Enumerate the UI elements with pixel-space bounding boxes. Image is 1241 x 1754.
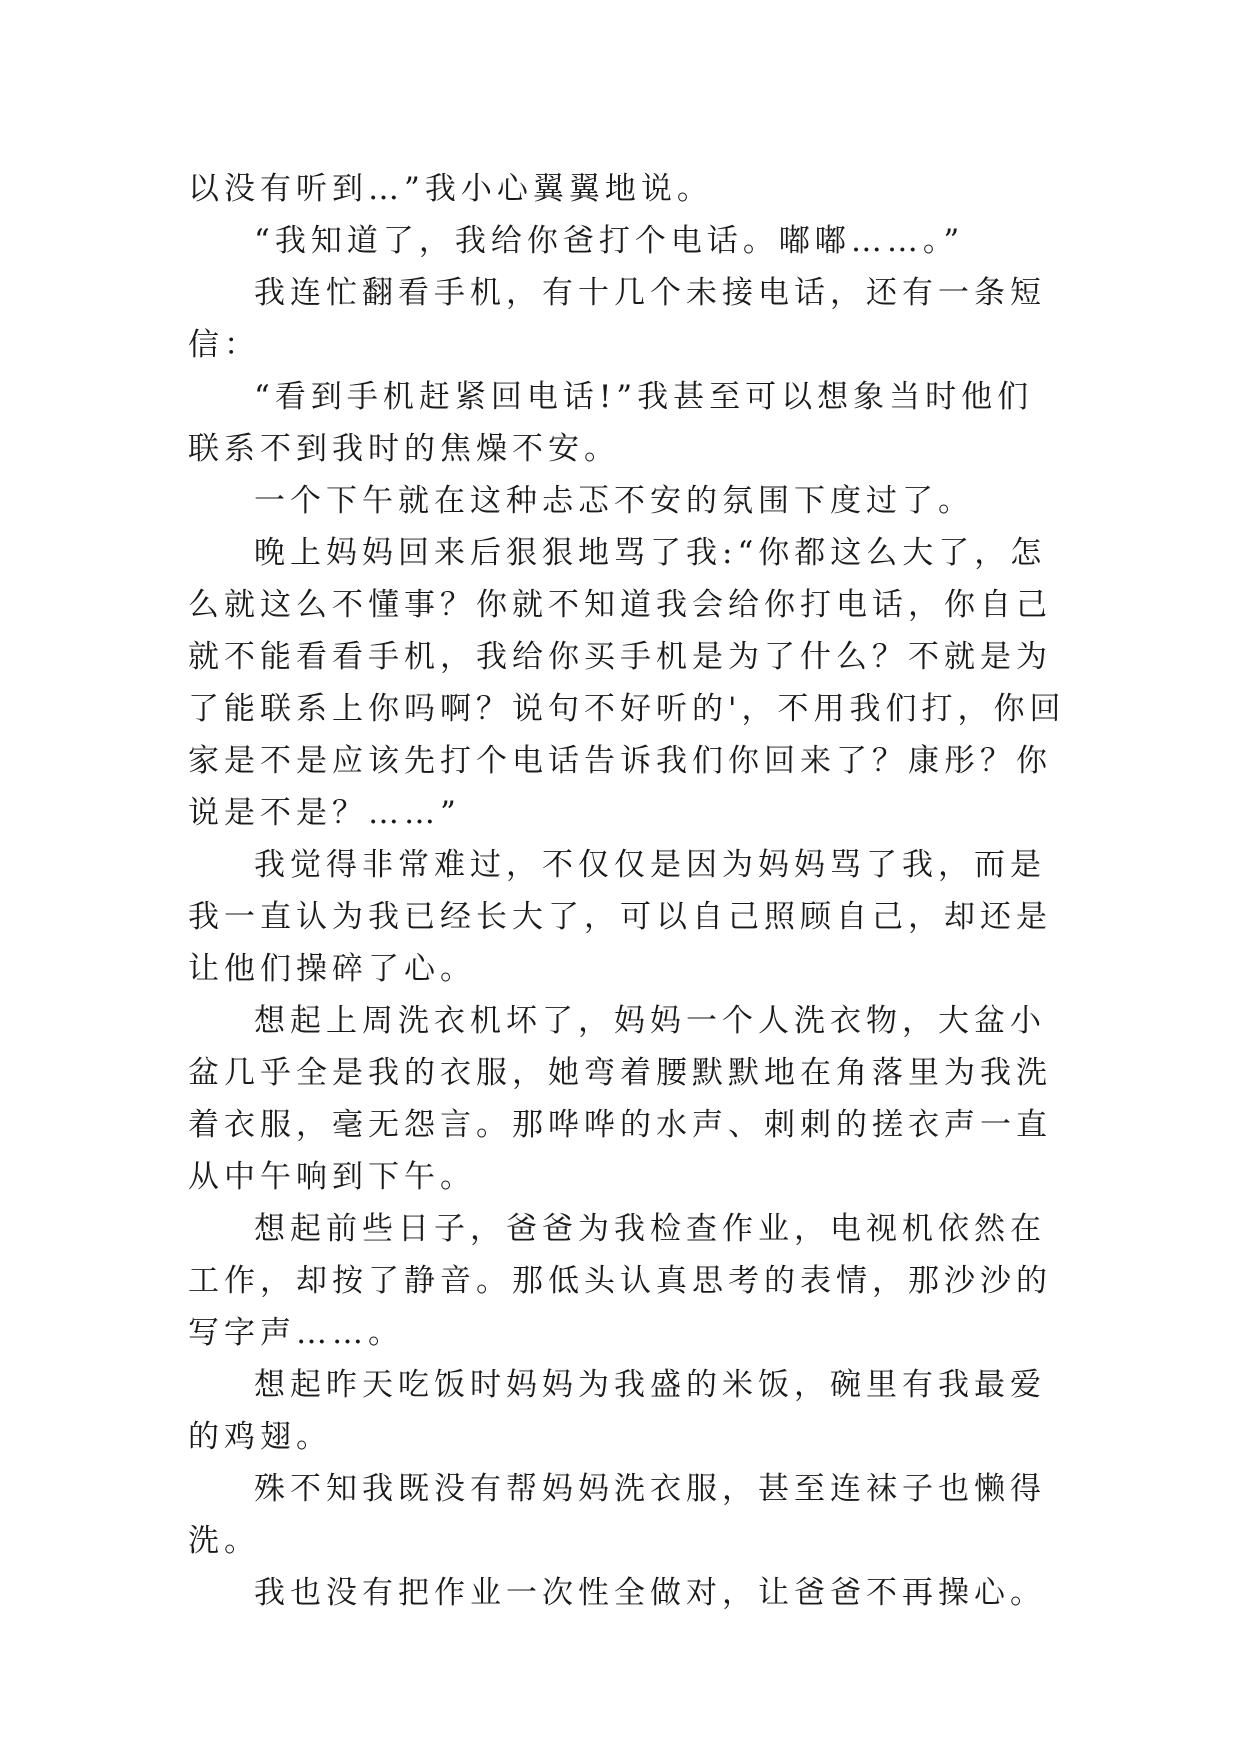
paragraph-1: 以没有听到…”我小心翼翼地说。 xyxy=(188,171,713,207)
paragraph-12: 我也没有把作业一次性全做对，让爸爸不再操心。 xyxy=(254,1575,1046,1611)
paragraph-2: “我知道了，我给你爸打个电话。嘟嘟……。” xyxy=(254,223,965,259)
body-text xyxy=(188,163,1068,1619)
paragraph-4: “看到手机赶紧回电话!”我甚至可以想象当时他们联系不到我时的焦燥不安。 xyxy=(188,379,1034,467)
paragraph-7: 我觉得非常难过，不仅仅是因为妈妈骂了我，而是我一直认为我已经长大了，可以自己照顾自己，却还是让他们操碎了心。 xyxy=(188,847,1052,987)
paragraph-3: 我连忙翻看手机，有十几个未接电话，还有一条短信： xyxy=(188,275,1046,363)
paragraph-6: 晚上妈妈回来后狠狠地骂了我:“你都这么大了，怎么就这么不懂事？你就不知道我会给你打电话，你自己就不能看看手机，我给你买手机是为了什么？不就是为了能联系上你吗啊？说句不好听的'，不用我们打，你回家是不是应该先打个电话告诉我们你回来了？康彤？你说是不是？……” xyxy=(188,535,1066,831)
paragraph-5: 一个下午就在这种忐忑不安的氛围下度过了。 xyxy=(254,483,974,519)
paragraph-9: 想起前些日子，爸爸为我检查作业，电视机依然在工作，却按了静音。那低头认真思考的表情，那沙沙的写字声……。 xyxy=(188,1211,1052,1351)
paragraph-10: 想起昨天吃饭时妈妈为我盛的米饭，碗里有我最爱的鸡翅。 xyxy=(188,1367,1046,1455)
paragraph-11: 殊不知我既没有帮妈妈洗衣服，甚至连袜子也懒得洗。 xyxy=(188,1471,1046,1559)
paragraph-8: 想起上周洗衣机坏了，妈妈一个人洗衣物，大盆小盆几乎全是我的衣服，她弯着腰默默地在角落里为我洗着衣服，毫无怨言。那哗哗的水声、刺刺的搓衣声一直从中午响到下午。 xyxy=(188,1003,1052,1195)
